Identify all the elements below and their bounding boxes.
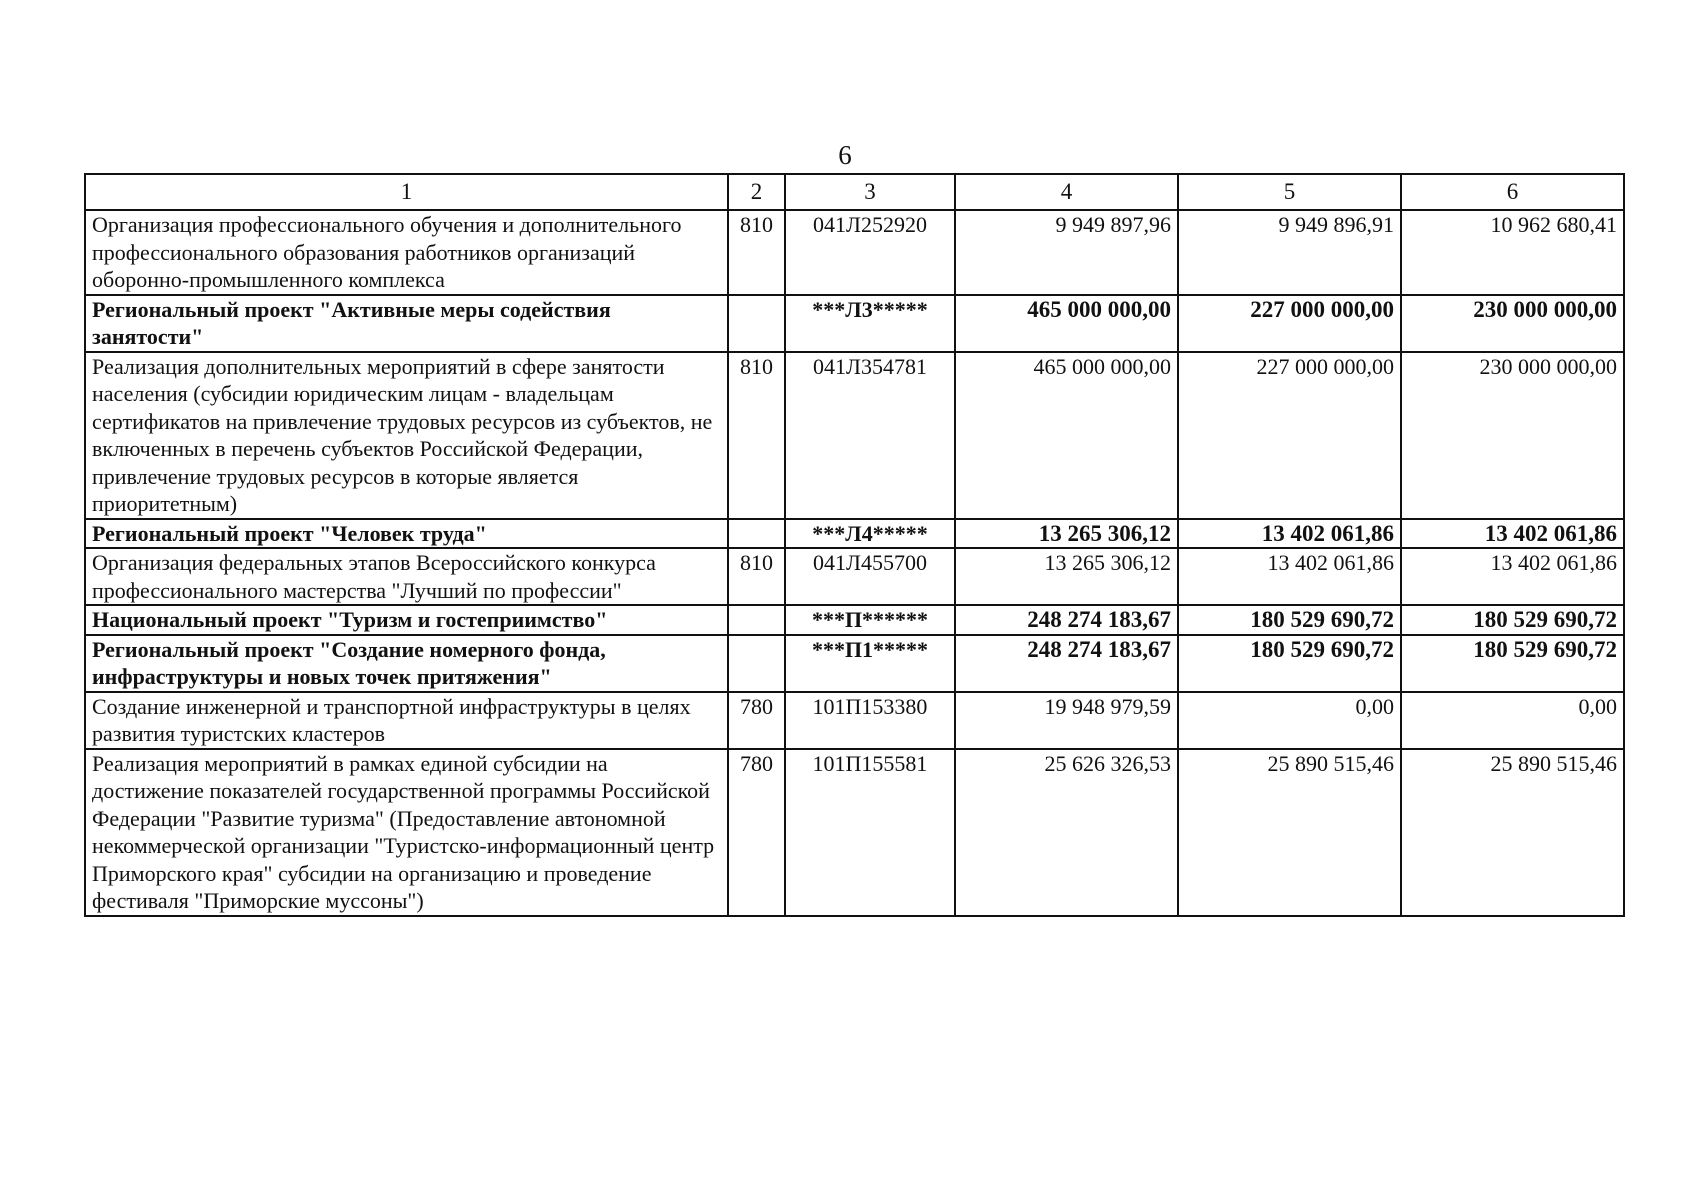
row-amount-col6-cell: 180 529 690,72 [1401, 605, 1624, 635]
row-name-cell: Национальный проект "Туризм и гостеприимство" [85, 605, 728, 635]
row-amount-col6-cell: 13 402 061,86 [1401, 548, 1624, 605]
table-body [85, 210, 1624, 916]
table-row [85, 352, 1624, 519]
row-amount-col5-cell: 13 402 061,86 [1178, 548, 1401, 605]
row-amount-col5-cell: 25 890 515,46 [1178, 749, 1401, 916]
row-amount-col4-cell: 9 949 897,96 [955, 210, 1178, 295]
row-amount-col4-cell: 465 000 000,00 [955, 352, 1178, 519]
row-code-cell [728, 519, 785, 549]
row-code-cell [728, 295, 785, 352]
row-code-cell: 780 [728, 692, 785, 749]
row-amount-col6-cell: 13 402 061,86 [1401, 519, 1624, 549]
row-amount-col4-cell: 248 274 183,67 [955, 605, 1178, 635]
header-cell-6: 6 [1401, 174, 1624, 210]
row-amount-col4-cell: 19 948 979,59 [955, 692, 1178, 749]
row-name-cell: Региональный проект "Человек труда" [85, 519, 728, 549]
row-amount-col4-cell: 13 265 306,12 [955, 519, 1178, 549]
header-cell-2: 2 [728, 174, 785, 210]
row-amount-col5-cell: 227 000 000,00 [1178, 295, 1401, 352]
row-target-code-cell: 041Л455700 [785, 548, 955, 605]
row-amount-col6-cell: 180 529 690,72 [1401, 635, 1624, 692]
row-amount-col5-cell: 9 949 896,91 [1178, 210, 1401, 295]
row-amount-col4-cell: 248 274 183,67 [955, 635, 1178, 692]
row-target-code-cell: 041Л354781 [785, 352, 955, 519]
row-name-cell: Организация профессионального обучения и дополнительного профессионального образования работников организаций оборонно-промышленного комплекса [85, 210, 728, 295]
row-name-cell: Реализация дополнительных мероприятий в сфере занятости населения (субсидии юридическим лицам - владельцам сертификатов на привлечение трудовых ресурсов из субъектов, не включенных в перечень субъектов Российской Федерации, привлечение трудовых ресурсов в которые является приоритетным) [85, 352, 728, 519]
row-code-cell [728, 635, 785, 692]
row-target-code-cell: ***Л3***** [785, 295, 955, 352]
row-target-code-cell: ***Л4***** [785, 519, 955, 549]
row-amount-col5-cell: 13 402 061,86 [1178, 519, 1401, 549]
row-amount-col5-cell: 227 000 000,00 [1178, 352, 1401, 519]
row-amount-col6-cell: 230 000 000,00 [1401, 352, 1624, 519]
row-amount-col5-cell: 180 529 690,72 [1178, 605, 1401, 635]
row-name-cell: Региональный проект "Создание номерного фонда, инфраструктуры и новых точек притяжения" [85, 635, 728, 692]
row-amount-col6-cell: 10 962 680,41 [1401, 210, 1624, 295]
budget-table [84, 173, 1625, 917]
header-cell-5: 5 [1178, 174, 1401, 210]
row-amount-col5-cell: 180 529 690,72 [1178, 635, 1401, 692]
row-name-cell: Организация федеральных этапов Всероссийского конкурса профессионального мастерства "Лучший по профессии" [85, 548, 728, 605]
table-row [85, 692, 1624, 749]
row-target-code-cell: 101П153380 [785, 692, 955, 749]
header-cell-4: 4 [955, 174, 1178, 210]
row-target-code-cell: ***П****** [785, 605, 955, 635]
header-row [85, 174, 1624, 210]
row-code-cell [728, 605, 785, 635]
row-amount-col4-cell: 465 000 000,00 [955, 295, 1178, 352]
table-row-section [85, 635, 1624, 692]
header-cell-1: 1 [85, 174, 728, 210]
table-row [85, 210, 1624, 295]
row-target-code-cell: 101П155581 [785, 749, 955, 916]
row-amount-col4-cell: 13 265 306,12 [955, 548, 1178, 605]
table-row-section [85, 295, 1624, 352]
page-number: 6 [838, 140, 852, 170]
row-code-cell: 810 [728, 352, 785, 519]
row-code-cell: 810 [728, 548, 785, 605]
table-row-section [85, 519, 1624, 549]
row-amount-col6-cell: 230 000 000,00 [1401, 295, 1624, 352]
row-code-cell: 810 [728, 210, 785, 295]
table-row [85, 749, 1624, 916]
table-row [85, 548, 1624, 605]
row-name-cell: Создание инженерной и транспортной инфраструктуры в целях развития туристских кластеров [85, 692, 728, 749]
row-target-code-cell: 041Л252920 [785, 210, 955, 295]
header-cell-3: 3 [785, 174, 955, 210]
row-name-cell: Региональный проект "Активные меры содействия занятости" [85, 295, 728, 352]
row-target-code-cell: ***П1***** [785, 635, 955, 692]
row-amount-col6-cell: 0,00 [1401, 692, 1624, 749]
row-name-cell: Реализация мероприятий в рамках единой субсидии на достижение показателей государственной программы Российской Федерации "Развитие туризма" (Предоставление автономной некоммерческой организации "Туристско-информационный центр Приморского края" субсидии на организацию и проведение фестиваля "Приморские муссоны") [85, 749, 728, 916]
row-amount-col5-cell: 0,00 [1178, 692, 1401, 749]
table-row-section [85, 605, 1624, 635]
row-amount-col6-cell: 25 890 515,46 [1401, 749, 1624, 916]
row-amount-col4-cell: 25 626 326,53 [955, 749, 1178, 916]
row-code-cell: 780 [728, 749, 785, 916]
